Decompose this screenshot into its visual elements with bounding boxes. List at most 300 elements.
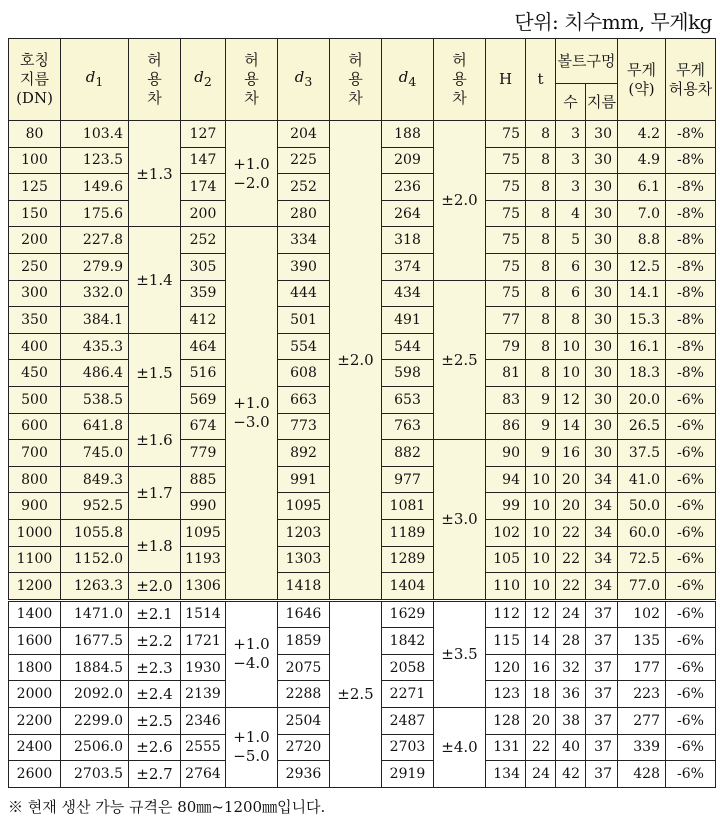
cell-h: 115: [486, 628, 526, 655]
cell-t: 20: [526, 708, 556, 735]
cell-bolt-count: 32: [556, 654, 586, 681]
cell-d1: 538.5: [61, 386, 129, 413]
cell-h: 94: [486, 466, 526, 493]
header-d4: $d_4$: [382, 39, 434, 121]
cell-weight-tolerance: -6%: [666, 628, 716, 655]
cell-h: 99: [486, 493, 526, 520]
cell-dn: 100: [9, 147, 61, 174]
cell-tol-d2: [226, 600, 278, 707]
cell-tol-d1: ±1.5: [129, 333, 181, 413]
cell-d4: 882: [382, 440, 434, 467]
cell-d1: 1263.3: [61, 573, 129, 601]
cell-dn: 150: [9, 200, 61, 227]
cell-d4: 977: [382, 466, 434, 493]
header-d3: $d_3$: [278, 39, 330, 121]
cell-tol-d4: ±2.5: [434, 280, 486, 440]
cell-d2: 2555: [181, 734, 226, 761]
cell-weight: 18.3: [618, 360, 666, 387]
cell-bolt-diameter: 30: [586, 121, 618, 148]
cell-d4: 1289: [382, 546, 434, 573]
cell-d2: 1095: [181, 519, 226, 546]
cell-bolt-count: 3: [556, 174, 586, 201]
cell-d3: 1418: [278, 573, 330, 601]
cell-d3: 444: [278, 280, 330, 307]
cell-d4: 1629: [382, 600, 434, 628]
cell-h: 75: [486, 174, 526, 201]
cell-d3: 1646: [278, 600, 330, 628]
cell-t: 18: [526, 681, 556, 708]
cell-dn: 450: [9, 360, 61, 387]
cell-dn: 250: [9, 253, 61, 280]
tol-d2-lines: [233, 394, 269, 432]
tol-lower: −2.0: [233, 173, 270, 192]
cell-h: 123: [486, 681, 526, 708]
cell-bolt-count: 8: [556, 307, 586, 334]
cell-d4: 491: [382, 307, 434, 334]
cell-bolt-diameter: 30: [586, 333, 618, 360]
cell-d2: 412: [181, 307, 226, 334]
cell-tol-d1: ±2.1: [129, 600, 181, 628]
cell-d2: 1514: [181, 600, 226, 628]
cell-d3: 334: [278, 227, 330, 254]
header-weight-tolerance: 무게 허용차: [666, 39, 716, 121]
header-tol-d4: 허 용 차: [434, 39, 486, 121]
cell-d4: 598: [382, 360, 434, 387]
cell-d2: 885: [181, 466, 226, 493]
cell-weight-tolerance: -6%: [666, 519, 716, 546]
cell-t: 14: [526, 628, 556, 655]
cell-dn: 500: [9, 386, 61, 413]
cell-dn: 800: [9, 466, 61, 493]
cell-bolt-diameter: 30: [586, 280, 618, 307]
cell-d3: 2288: [278, 681, 330, 708]
cell-weight-tolerance: -8%: [666, 307, 716, 334]
header-tol-d2: 허 용 차: [226, 39, 278, 121]
cell-t: 8: [526, 147, 556, 174]
cell-d4: 2487: [382, 708, 434, 735]
cell-dn: 1200: [9, 573, 61, 601]
cell-weight-tolerance: -8%: [666, 200, 716, 227]
cell-weight: 4.9: [618, 147, 666, 174]
cell-h: 75: [486, 253, 526, 280]
cell-d3: 2720: [278, 734, 330, 761]
cell-dn: 2400: [9, 734, 61, 761]
cell-weight: 50.0: [618, 493, 666, 520]
cell-tol-d1: ±2.2: [129, 628, 181, 655]
header-d2: $d_2$: [181, 39, 226, 121]
tol-upper: +1.0: [233, 154, 270, 173]
cell-d2: 252: [181, 227, 226, 254]
cell-weight-tolerance: -8%: [666, 360, 716, 387]
cell-dn: 125: [9, 174, 61, 201]
tol-lower: −5.0: [233, 747, 270, 766]
cell-weight-tolerance: -6%: [666, 573, 716, 601]
cell-d3: 2936: [278, 761, 330, 788]
cell-weight: 7.0: [618, 200, 666, 227]
cell-dn: 600: [9, 413, 61, 440]
cell-weight-tolerance: -6%: [666, 413, 716, 440]
cell-d1: 227.8: [61, 227, 129, 254]
cell-bolt-diameter: 37: [586, 681, 618, 708]
header-tol-d1: 허 용 차: [129, 39, 181, 121]
cell-d4: 653: [382, 386, 434, 413]
cell-d1: 1677.5: [61, 628, 129, 655]
cell-d1: 1884.5: [61, 654, 129, 681]
cell-h: 102: [486, 519, 526, 546]
cell-d1: 2299.0: [61, 708, 129, 735]
header-bolt-count: 수: [556, 84, 586, 121]
cell-t: 9: [526, 386, 556, 413]
cell-bolt-count: 6: [556, 280, 586, 307]
cell-bolt-count: 24: [556, 600, 586, 628]
cell-t: 9: [526, 413, 556, 440]
cell-d1: 745.0: [61, 440, 129, 467]
cell-weight-tolerance: -6%: [666, 386, 716, 413]
cell-d1: 149.6: [61, 174, 129, 201]
cell-bolt-diameter: 30: [586, 360, 618, 387]
cell-weight-tolerance: -6%: [666, 600, 716, 628]
cell-d1: 849.3: [61, 466, 129, 493]
cell-bolt-diameter: 37: [586, 654, 618, 681]
cell-weight: 4.2: [618, 121, 666, 148]
cell-d3: 1095: [278, 493, 330, 520]
cell-d2: 516: [181, 360, 226, 387]
header-bolt-diameter: 지름: [586, 84, 618, 121]
cell-d4: 2703: [382, 734, 434, 761]
cell-t: 10: [526, 546, 556, 573]
cell-bolt-diameter: 34: [586, 573, 618, 601]
cell-weight: 6.1: [618, 174, 666, 201]
cell-dn: 2000: [9, 681, 61, 708]
tol-d2-lines: [233, 155, 269, 193]
cell-weight-tolerance: -8%: [666, 280, 716, 307]
cell-bolt-count: 22: [556, 519, 586, 546]
cell-d3: 892: [278, 440, 330, 467]
cell-d2: 2764: [181, 761, 226, 788]
cell-d4: 236: [382, 174, 434, 201]
cell-d1: 332.0: [61, 280, 129, 307]
cell-bolt-diameter: 37: [586, 708, 618, 735]
cell-d3: 1859: [278, 628, 330, 655]
cell-tol-d1: ±1.3: [129, 121, 181, 227]
cell-bolt-diameter: 37: [586, 761, 618, 788]
cell-bolt-count: 20: [556, 493, 586, 520]
cell-bolt-count: 6: [556, 253, 586, 280]
cell-d4: 2058: [382, 654, 434, 681]
cell-bolt-count: 4: [556, 200, 586, 227]
cell-d2: 174: [181, 174, 226, 201]
cell-h: 134: [486, 761, 526, 788]
cell-weight-tolerance: -6%: [666, 708, 716, 735]
cell-weight: 41.0: [618, 466, 666, 493]
table-row: [9, 600, 716, 628]
cell-d3: 2504: [278, 708, 330, 735]
cell-h: 110: [486, 573, 526, 601]
cell-dn: 1800: [9, 654, 61, 681]
cell-dn: 2200: [9, 708, 61, 735]
cell-weight-tolerance: -8%: [666, 174, 716, 201]
cell-tol-d4: ±3.5: [434, 600, 486, 707]
cell-bolt-count: 3: [556, 147, 586, 174]
header-bolt-holes: 볼트구멍: [556, 39, 618, 84]
cell-d1: 2506.0: [61, 734, 129, 761]
cell-d4: 2271: [382, 681, 434, 708]
cell-bolt-diameter: 30: [586, 147, 618, 174]
cell-t: 8: [526, 121, 556, 148]
cell-t: 10: [526, 493, 556, 520]
cell-t: 8: [526, 280, 556, 307]
header-dn: 호칭 지름 (DN): [9, 39, 61, 121]
header-tol-d3: 허 용 차: [330, 39, 382, 121]
cell-t: 10: [526, 573, 556, 601]
cell-bolt-count: 40: [556, 734, 586, 761]
cell-d4: 374: [382, 253, 434, 280]
cell-h: 75: [486, 200, 526, 227]
table-body-current: [9, 121, 716, 601]
cell-weight: 277: [618, 708, 666, 735]
cell-weight: 177: [618, 654, 666, 681]
cell-d2: 200: [181, 200, 226, 227]
flange-spec-table: [8, 38, 716, 788]
cell-dn: 900: [9, 493, 61, 520]
cell-dn: 1600: [9, 628, 61, 655]
cell-d2: 2346: [181, 708, 226, 735]
cell-d4: 2919: [382, 761, 434, 788]
cell-d1: 123.5: [61, 147, 129, 174]
cell-d2: 569: [181, 386, 226, 413]
table-row: [9, 121, 716, 148]
cell-weight-tolerance: -6%: [666, 440, 716, 467]
cell-t: 8: [526, 253, 556, 280]
cell-weight-tolerance: -6%: [666, 734, 716, 761]
cell-t: 9: [526, 440, 556, 467]
cell-weight: 8.8: [618, 227, 666, 254]
cell-dn: 1400: [9, 600, 61, 628]
cell-h: 79: [486, 333, 526, 360]
cell-bolt-diameter: 34: [586, 546, 618, 573]
cell-h: 105: [486, 546, 526, 573]
cell-t: 22: [526, 734, 556, 761]
cell-dn: 350: [9, 307, 61, 334]
cell-d1: 103.4: [61, 121, 129, 148]
cell-h: 120: [486, 654, 526, 681]
cell-weight: 72.5: [618, 546, 666, 573]
cell-d1: 384.1: [61, 307, 129, 334]
cell-d3: 608: [278, 360, 330, 387]
cell-bolt-diameter: 30: [586, 253, 618, 280]
cell-d1: 2092.0: [61, 681, 129, 708]
cell-d4: 763: [382, 413, 434, 440]
cell-weight: 26.5: [618, 413, 666, 440]
cell-d2: 305: [181, 253, 226, 280]
cell-tol-d1: ±2.7: [129, 761, 181, 788]
cell-d3: 554: [278, 333, 330, 360]
cell-weight-tolerance: -6%: [666, 654, 716, 681]
cell-weight: 15.3: [618, 307, 666, 334]
footnote: ※ 현재 생산 가능 규격은 80㎜~1200㎜입니다.: [8, 798, 326, 816]
tol-d2-lines: [233, 635, 269, 673]
cell-d3: 663: [278, 386, 330, 413]
cell-d4: 318: [382, 227, 434, 254]
cell-tol-d1: ±2.5: [129, 708, 181, 735]
cell-t: 24: [526, 761, 556, 788]
cell-weight: 428: [618, 761, 666, 788]
cell-d3: 225: [278, 147, 330, 174]
cell-d3: 1303: [278, 546, 330, 573]
cell-d3: 2075: [278, 654, 330, 681]
cell-bolt-count: 5: [556, 227, 586, 254]
cell-d4: 1404: [382, 573, 434, 601]
cell-d3: 773: [278, 413, 330, 440]
cell-bolt-diameter: 30: [586, 174, 618, 201]
cell-d1: 435.3: [61, 333, 129, 360]
cell-bolt-count: 3: [556, 121, 586, 148]
cell-bolt-diameter: 37: [586, 628, 618, 655]
cell-t: 8: [526, 333, 556, 360]
cell-d2: 1930: [181, 654, 226, 681]
cell-dn: 700: [9, 440, 61, 467]
unit-note: 단위: 치수mm, 무게kg: [514, 10, 712, 34]
cell-weight: 102: [618, 600, 666, 628]
cell-tol-d1: ±1.4: [129, 227, 181, 333]
cell-d2: 147: [181, 147, 226, 174]
header-h: H: [486, 39, 526, 121]
cell-weight: 77.0: [618, 573, 666, 601]
cell-d1: 2703.5: [61, 761, 129, 788]
cell-d4: 1842: [382, 628, 434, 655]
cell-dn: 400: [9, 333, 61, 360]
cell-h: 90: [486, 440, 526, 467]
cell-bolt-count: 36: [556, 681, 586, 708]
cell-d1: 1055.8: [61, 519, 129, 546]
cell-bolt-count: 12: [556, 386, 586, 413]
cell-bolt-count: 14: [556, 413, 586, 440]
cell-tol-d2: [226, 227, 278, 600]
cell-d2: 464: [181, 333, 226, 360]
cell-d1: 641.8: [61, 413, 129, 440]
cell-bolt-diameter: 34: [586, 466, 618, 493]
cell-h: 75: [486, 280, 526, 307]
cell-t: 8: [526, 307, 556, 334]
cell-h: 112: [486, 600, 526, 628]
cell-d4: 264: [382, 200, 434, 227]
cell-weight: 14.1: [618, 280, 666, 307]
cell-bolt-count: 28: [556, 628, 586, 655]
cell-d2: 990: [181, 493, 226, 520]
cell-h: 83: [486, 386, 526, 413]
cell-bolt-count: 16: [556, 440, 586, 467]
cell-bolt-diameter: 34: [586, 493, 618, 520]
cell-d1: 279.9: [61, 253, 129, 280]
cell-dn: 1100: [9, 546, 61, 573]
cell-bolt-diameter: 37: [586, 600, 618, 628]
cell-bolt-diameter: 37: [586, 734, 618, 761]
cell-tol-d1: ±1.7: [129, 466, 181, 519]
cell-bolt-count: 38: [556, 708, 586, 735]
cell-tol-d1: ±1.6: [129, 413, 181, 466]
cell-weight: 20.0: [618, 386, 666, 413]
cell-d3: 280: [278, 200, 330, 227]
cell-tol-d4: ±2.0: [434, 121, 486, 281]
cell-t: 12: [526, 600, 556, 628]
cell-tol-d2: [226, 121, 278, 227]
cell-t: 8: [526, 227, 556, 254]
cell-h: 75: [486, 121, 526, 148]
cell-t: 16: [526, 654, 556, 681]
cell-weight-tolerance: -8%: [666, 253, 716, 280]
cell-d2: 359: [181, 280, 226, 307]
cell-tol-d3: ±2.5: [330, 600, 382, 787]
cell-tol-d3: ±2.0: [330, 121, 382, 601]
cell-t: 8: [526, 360, 556, 387]
cell-weight: 37.5: [618, 440, 666, 467]
cell-weight-tolerance: -8%: [666, 147, 716, 174]
tol-upper: +1.0: [233, 635, 270, 654]
cell-d3: 390: [278, 253, 330, 280]
cell-bolt-diameter: 30: [586, 386, 618, 413]
tol-lower: −4.0: [233, 654, 270, 673]
cell-dn: 300: [9, 280, 61, 307]
cell-d1: 175.6: [61, 200, 129, 227]
cell-dn: 80: [9, 121, 61, 148]
cell-d3: 252: [278, 174, 330, 201]
cell-weight: 223: [618, 681, 666, 708]
cell-tol-d1: ±2.3: [129, 654, 181, 681]
cell-tol-d1: ±2.0: [129, 573, 181, 601]
cell-weight: 12.5: [618, 253, 666, 280]
cell-weight-tolerance: -8%: [666, 227, 716, 254]
cell-d2: 127: [181, 121, 226, 148]
cell-tol-d4: ±3.0: [434, 440, 486, 601]
cell-t: 10: [526, 466, 556, 493]
cell-bolt-diameter: 30: [586, 200, 618, 227]
header-d1: $d_1$: [61, 39, 129, 121]
cell-h: 128: [486, 708, 526, 735]
cell-bolt-count: 42: [556, 761, 586, 788]
cell-h: 131: [486, 734, 526, 761]
cell-d1: 952.5: [61, 493, 129, 520]
cell-weight-tolerance: -8%: [666, 121, 716, 148]
cell-d3: 1203: [278, 519, 330, 546]
cell-bolt-diameter: 30: [586, 413, 618, 440]
cell-weight-tolerance: -6%: [666, 761, 716, 788]
cell-d4: 1189: [382, 519, 434, 546]
cell-weight: 16.1: [618, 333, 666, 360]
tol-d2-lines: [233, 728, 269, 766]
cell-d2: 1306: [181, 573, 226, 601]
cell-d2: 2139: [181, 681, 226, 708]
cell-h: 81: [486, 360, 526, 387]
cell-tol-d1: ±1.8: [129, 519, 181, 572]
cell-weight-tolerance: -6%: [666, 546, 716, 573]
cell-h: 77: [486, 307, 526, 334]
cell-d2: 1193: [181, 546, 226, 573]
cell-h: 86: [486, 413, 526, 440]
cell-d3: 501: [278, 307, 330, 334]
cell-bolt-diameter: 30: [586, 227, 618, 254]
cell-dn: 2600: [9, 761, 61, 788]
tol-upper: +1.0: [233, 394, 270, 413]
header-weight: 무게 (약): [618, 39, 666, 121]
tol-lower: −3.0: [233, 413, 270, 432]
cell-d2: 1721: [181, 628, 226, 655]
cell-h: 75: [486, 227, 526, 254]
cell-tol-d2: [226, 708, 278, 788]
cell-weight-tolerance: -6%: [666, 681, 716, 708]
cell-weight: 135: [618, 628, 666, 655]
cell-d1: 1471.0: [61, 600, 129, 628]
cell-bolt-diameter: 30: [586, 440, 618, 467]
